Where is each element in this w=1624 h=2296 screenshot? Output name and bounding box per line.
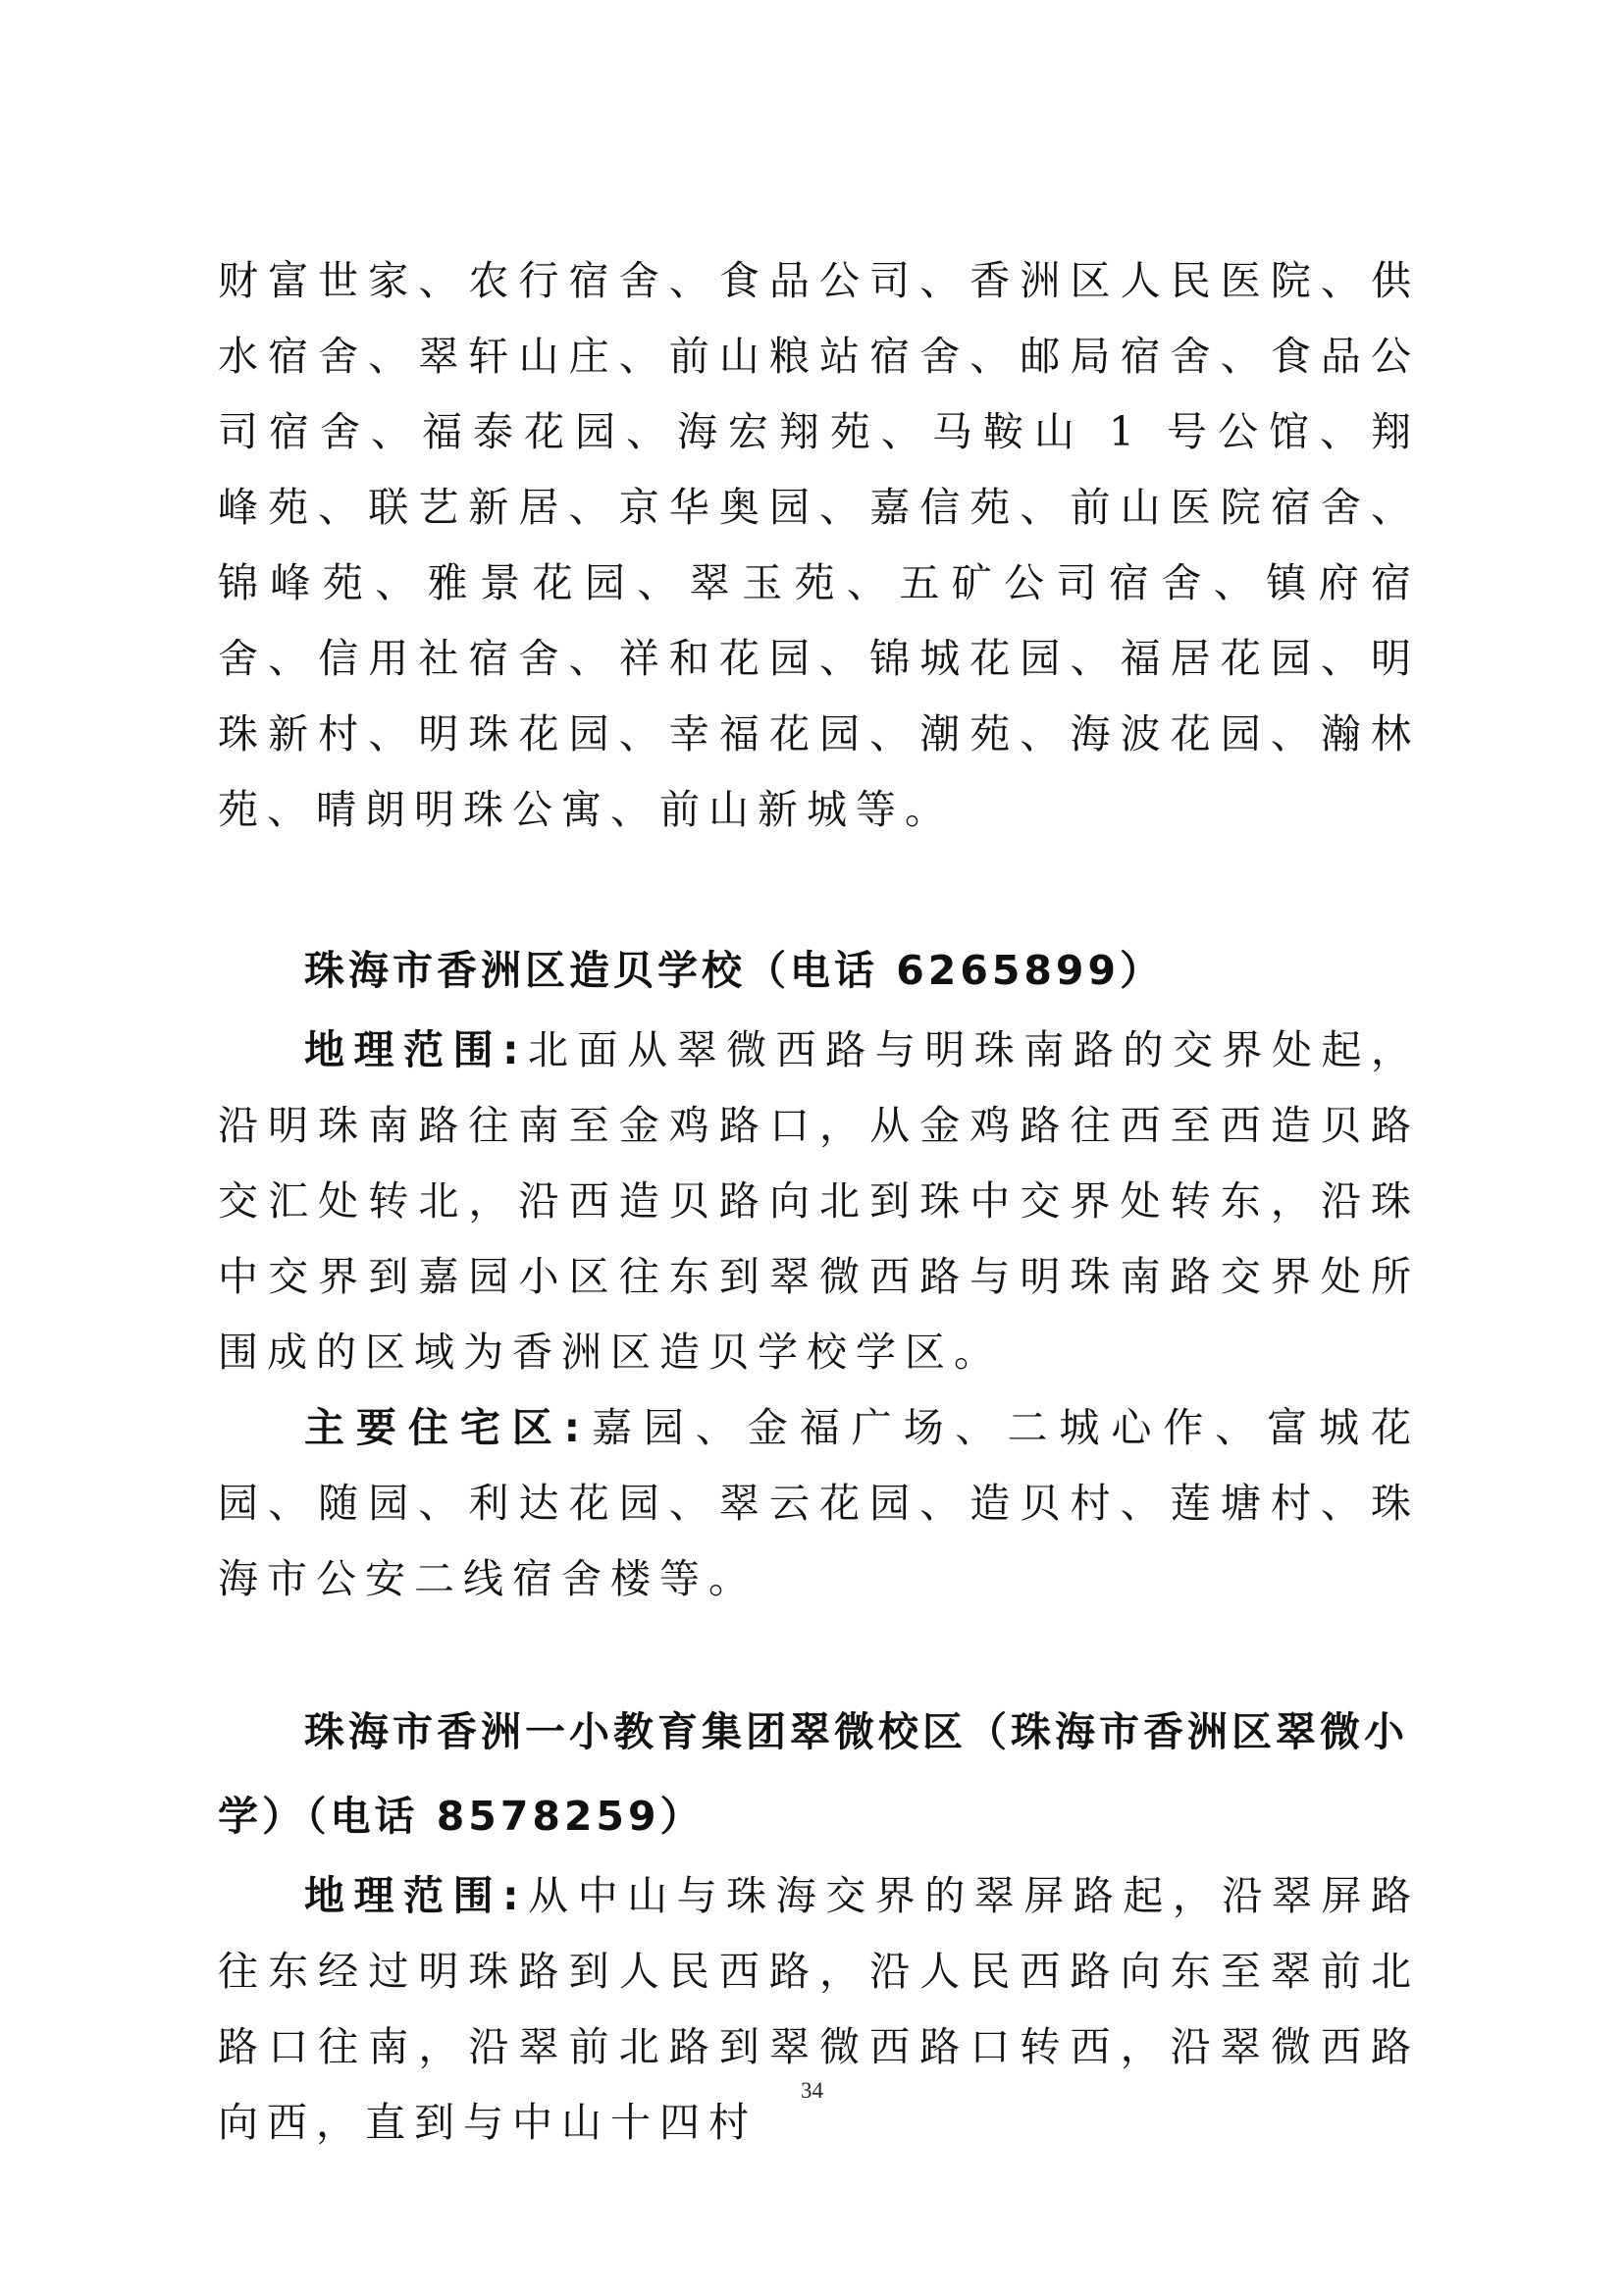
school-heading-zaobei: 珠海市香洲区造贝学校（电话 6265899） [304,947,1164,994]
residential-areas-label: 主要住宅区: [304,1404,590,1451]
school-heading-cuiwei: 珠海市香洲一小教育集团翠微校区（珠海市香洲区翠微小学）（电话 8578259） [218,1708,1408,1840]
section-spacer [218,848,1420,928]
residential-areas-text: 嘉园、金福广场、二城心作、富城花园、随园、利达花园、翠云花园、造贝村、莲塘村、珠海市公安二线宿舍楼等。 [218,1404,1420,1602]
geographic-range-label: 地理范围: [304,1872,528,1919]
residential-list-continued: 财富世家、农行宿舍、食品公司、香洲区人民医院、供水宿舍、翠轩山庄、前山粮站宿舍、邮局宿舍、食品公司宿舍、福泰花园、海宏翔苑、马鞍山 1 号公馆、翔峰苑、联艺新居、京华奥园、嘉信苑、前山医院宿舍、锦峰苑、雅景花园、翠玉苑、五矿公司宿舍、镇府宿舍、信用社宿舍、祥和花园、锦城花园、福居花园、明珠新村、明珠花园、幸福花园、潮苑、海波花园、瀚林苑、晴朗明珠公寓、前山新城等。 [218,257,1420,833]
geographic-range-label: 地理范围: [304,1026,528,1073]
page-content [218,243,1420,2161]
residential-areas-zaobei [218,1390,1420,1617]
geographic-range-text: 从中山与珠海交界的翠屏路起，沿翠屏路往东经过明珠路到人民西路，沿人民西路向东至翠前北路口往南，沿翠前北路到翠微西路口转西，沿翠微西路向西，直到与中山十四村 [218,1872,1420,2146]
geographic-range-cuiwei [218,1858,1420,2161]
page-number: 34 [801,2078,823,2103]
geographic-range-text: 北面从翠微西路与明珠南路的交界处起，沿明珠南路往南至金鸡路口，从金鸡路往西至西造贝路交汇处转北，沿西造贝路向北到珠中交界处转东，沿珠中交界到嘉园小区往东到翠微西路与明珠南路交界处所围成的区域为香洲区造贝学校学区。 [218,1026,1420,1376]
geographic-range-zaobei [218,1013,1420,1390]
section-spacer [218,1617,1420,1690]
